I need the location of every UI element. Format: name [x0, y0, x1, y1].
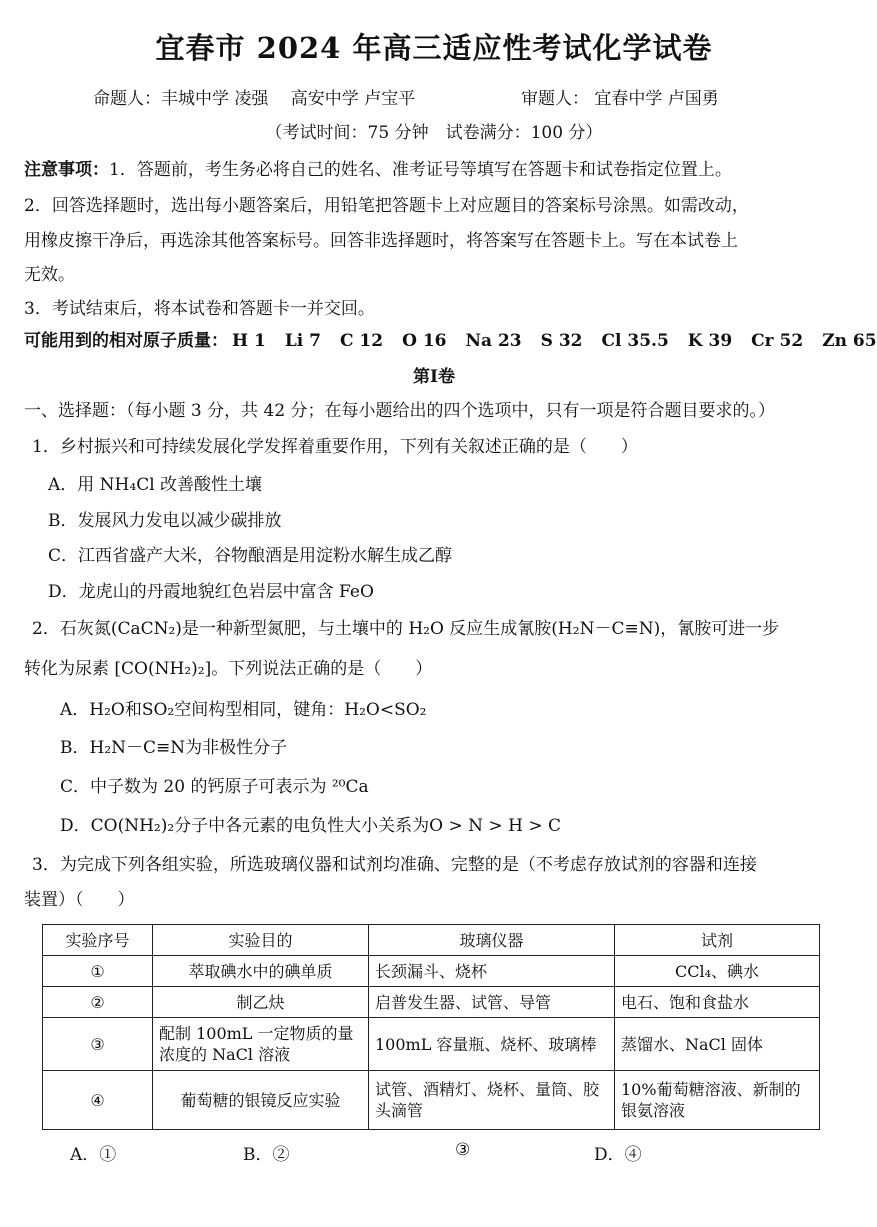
table-header: 实验目的	[153, 925, 369, 956]
atomic-mass-item: S 32	[540, 331, 583, 351]
notes-line-3: 用橡皮擦干净后，再选涂其他答案标号。回答非选择题时，将答案写在答题卡上。写在本试卷上	[24, 231, 738, 251]
notes-text-1: 1．答题前，考生务必将自己的姓名、准考证号等填写在答题卡和试卷指定位置上。	[109, 160, 732, 180]
notes-label: 注意事项：	[24, 160, 109, 180]
experiment-table	[42, 924, 820, 1130]
atomic-mass-item: Zn 65	[822, 331, 877, 351]
table-header: 玻璃仪器	[369, 925, 615, 956]
atomic-mass-item: Cr 52	[751, 331, 804, 351]
atomic-mass-item: Li 7	[284, 331, 321, 351]
q2-option-b: B．H₂N－C≡N为非极性分子	[60, 738, 288, 758]
authors-line: 命题人：丰城中学 凌强 高安中学 卢宝平	[93, 89, 416, 109]
notes-line-2: 2．回答选择题时，选出每小题答案后，用铅笔把答题卡上对应题目的答案标号涂黑。如需改动，	[24, 196, 749, 216]
table-row	[43, 987, 820, 1018]
exam-title: 宜春市 2024 年高三适应性考试化学试卷	[155, 31, 713, 65]
atomic-mass-item: Cl 35.5	[601, 331, 669, 351]
q1-option-d: D．龙虎山的丹霞地貌红色岩层中富含 FeO	[48, 582, 374, 602]
q2-option-d: D．CO(NH₂)₂分子中各元素的电负性大小关系为O > N > H > C	[60, 816, 561, 836]
table-cell: 启普发生器、试管、导管	[369, 987, 615, 1018]
atomic-mass-item: H 1	[232, 331, 266, 351]
q2-stem-1: 2．石灰氮(CaCN₂)是一种新型氮肥，与土壤中的 H₂O 反应生成氰胺(H₂N－C≡N)，氰胺可进一步	[32, 619, 780, 639]
table-cell: ③	[43, 1018, 153, 1071]
table-cell: 葡萄糖的银镜反应实验	[153, 1071, 369, 1130]
table-header: 试剂	[615, 925, 820, 956]
atomic-masses-label: 可能用到的相对原子质量：	[24, 331, 228, 351]
atomic-mass-item: K 39	[687, 331, 733, 351]
q3-option-d: D．④	[594, 1145, 642, 1165]
notes-line-5: 3．考试结束后，将本试卷和答题卡一并交回。	[24, 299, 375, 319]
q3-stem-2: 装置）（ ）	[24, 890, 135, 910]
table-row	[43, 956, 820, 987]
table-cell: 试管、酒精灯、烧杯、量筒、胶头滴管	[369, 1071, 615, 1130]
q2-option-c: C．中子数为 20 的钙原子可表示为 ²⁰Ca	[60, 777, 369, 797]
q3-option-a: A．①	[70, 1145, 117, 1165]
volume-heading: 第Ⅰ卷	[413, 367, 455, 387]
table-cell: 萃取碘水中的碘单质	[153, 956, 369, 987]
table-row	[43, 1018, 820, 1071]
table-cell: 电石、饱和食盐水	[615, 987, 820, 1018]
atomic-mass-item: C 12	[339, 331, 384, 351]
q1-option-c: C．江西省盛产大米，谷物酿酒是用淀粉水解生成乙醇	[48, 546, 453, 566]
reviewer-line: 审题人： 宜春中学 卢国勇	[521, 89, 719, 109]
q3-option-c: ③	[455, 1140, 471, 1160]
atomic-masses	[24, 330, 877, 352]
q2-stem-2: 转化为尿素 [CO(NH₂)₂]。下列说法正确的是（ ）	[24, 659, 433, 679]
exam-info: （考试时间：75 分钟 试卷满分：100 分）	[265, 123, 603, 143]
table-row	[43, 1071, 820, 1130]
table-cell: 10%葡萄糖溶液、新制的银氨溶液	[615, 1071, 820, 1130]
table-cell: 制乙炔	[153, 987, 369, 1018]
q3-option-b: B．②	[243, 1145, 290, 1165]
table-cell: 蒸馏水、NaCl 固体	[615, 1018, 820, 1071]
q1-option-b: B．发展风力发电以减少碳排放	[48, 511, 282, 531]
section-instructions: 一、选择题：（每小题 3 分，共 42 分；在每小题给出的四个选项中，只有一项是符合题目要求的。）	[24, 401, 776, 421]
table-cell: CCl₄、碘水	[615, 956, 820, 987]
table-cell: ①	[43, 956, 153, 987]
table-header: 实验序号	[43, 925, 153, 956]
notes-line-4: 无效。	[24, 265, 75, 285]
table-cell: 配制 100mL 一定物质的量浓度的 NaCl 溶液	[153, 1018, 369, 1071]
table-cell: 长颈漏斗、烧杯	[369, 956, 615, 987]
table-cell: ②	[43, 987, 153, 1018]
table-cell: 100mL 容量瓶、烧杯、玻璃棒	[369, 1018, 615, 1071]
notes-line-1	[24, 159, 732, 181]
table-cell: ④	[43, 1071, 153, 1130]
q2-option-a: A．H₂O和SO₂空间构型相同，键角：H₂O<SO₂	[60, 700, 427, 720]
atomic-mass-item: O 16	[402, 331, 447, 351]
q1-option-a: A．用 NH₄Cl 改善酸性土壤	[48, 475, 263, 495]
atomic-mass-item: Na 23	[465, 331, 522, 351]
q3-stem-1: 3．为完成下列各组实验，所选玻璃仪器和试剂均准确、完整的是（不考虑存放试剂的容器和连接	[32, 855, 757, 875]
table-header-row	[43, 925, 820, 956]
q1-stem: 1．乡村振兴和可持续发展化学发挥着重要作用，下列有关叙述正确的是（ ）	[32, 437, 638, 457]
